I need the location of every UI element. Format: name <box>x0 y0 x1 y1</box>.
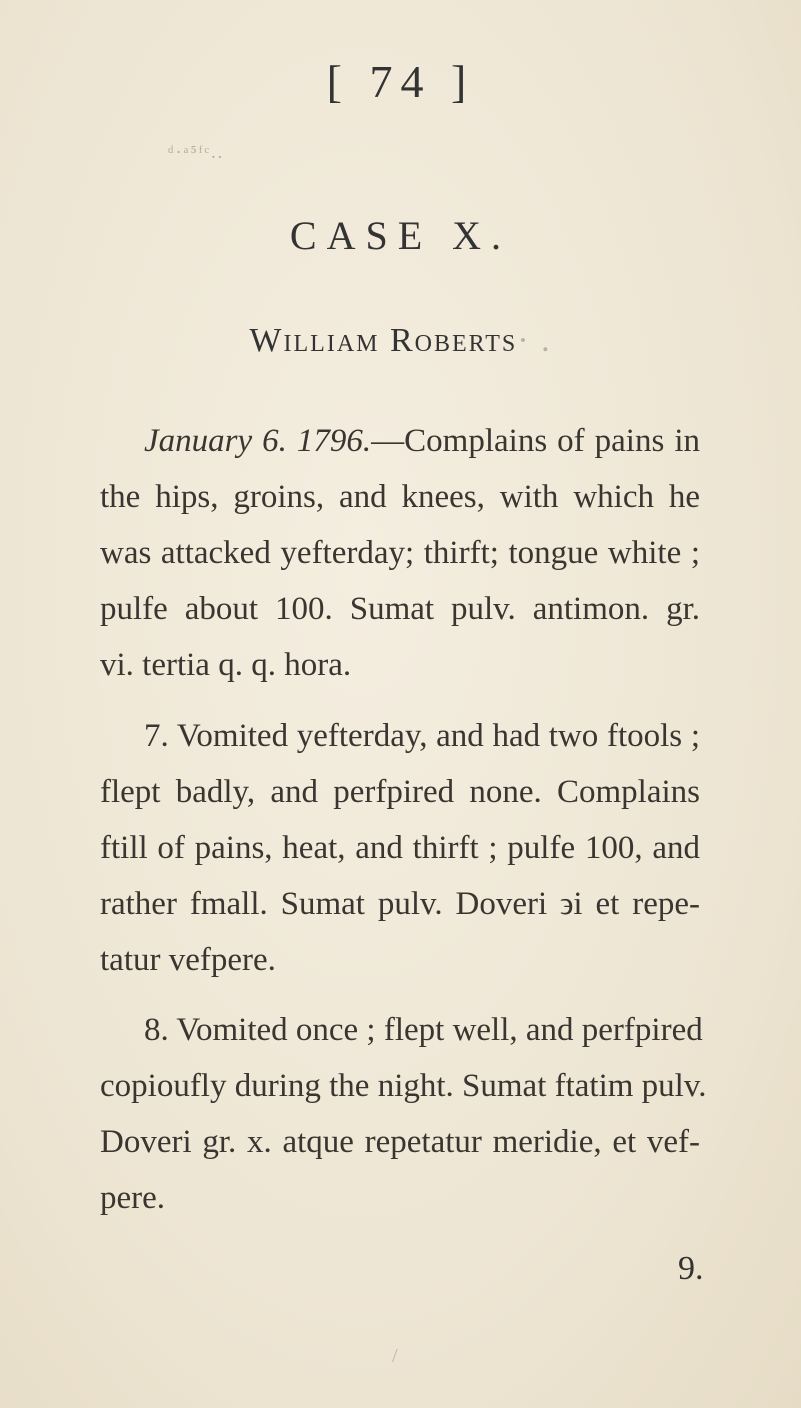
catchword: 9. <box>678 1250 704 1287</box>
entry-line: ftill of pains, heat, and thirft ; pulfe 100, and <box>100 830 700 866</box>
entry-line: was attacked yefterday; thirft; tongue white ; <box>100 535 700 571</box>
patient-name: William Roberts <box>249 322 518 359</box>
entry-line: flept badly, and perfpired none. Complains <box>100 774 700 810</box>
entry-line <box>100 413 700 469</box>
case-title: CASE X. <box>289 213 512 258</box>
entry-line: copioufly during the night. Sumat ftatim pulv. <box>100 1068 707 1104</box>
entry-line: Doveri gr. x. atque repetatur meridie, et vef- <box>100 1124 700 1160</box>
entry-line: rather fmall. Sumat pulv. Doveri ϶i et repe- <box>100 886 700 922</box>
page-mark: / <box>392 1345 398 1367</box>
entry-line: tatur vefpere. <box>100 942 276 978</box>
entry-day-8 <box>100 1002 707 1226</box>
entry-line: vi. tertia q. q. hora. <box>100 647 352 683</box>
entry-january-6 <box>100 413 700 693</box>
entry-line: pere. <box>100 1180 166 1216</box>
entry-line: 8. Vomited once ; flept well, and perfpired <box>144 1012 703 1048</box>
entry-line-text: —Complains of pains in <box>371 423 700 459</box>
page-number-header: [ 74 ] <box>326 56 475 107</box>
entry-line: the hips, groins, and knees, with which he <box>100 479 700 515</box>
entry-day-7 <box>100 708 700 988</box>
patient-name-mark: · . <box>517 322 552 359</box>
entry-date: January 6. 1796. <box>144 423 372 459</box>
patient-name-heading <box>0 322 801 360</box>
entry-line: 7. Vomited yefterday, and had two ftools ; <box>144 718 700 754</box>
entry-line: pulfe about 100. Sumat pulv. antimon. gr. <box>100 591 700 627</box>
ink-smudge-text: ᵈ·ᵃ⁵ᶠᶜ.. <box>168 142 225 162</box>
